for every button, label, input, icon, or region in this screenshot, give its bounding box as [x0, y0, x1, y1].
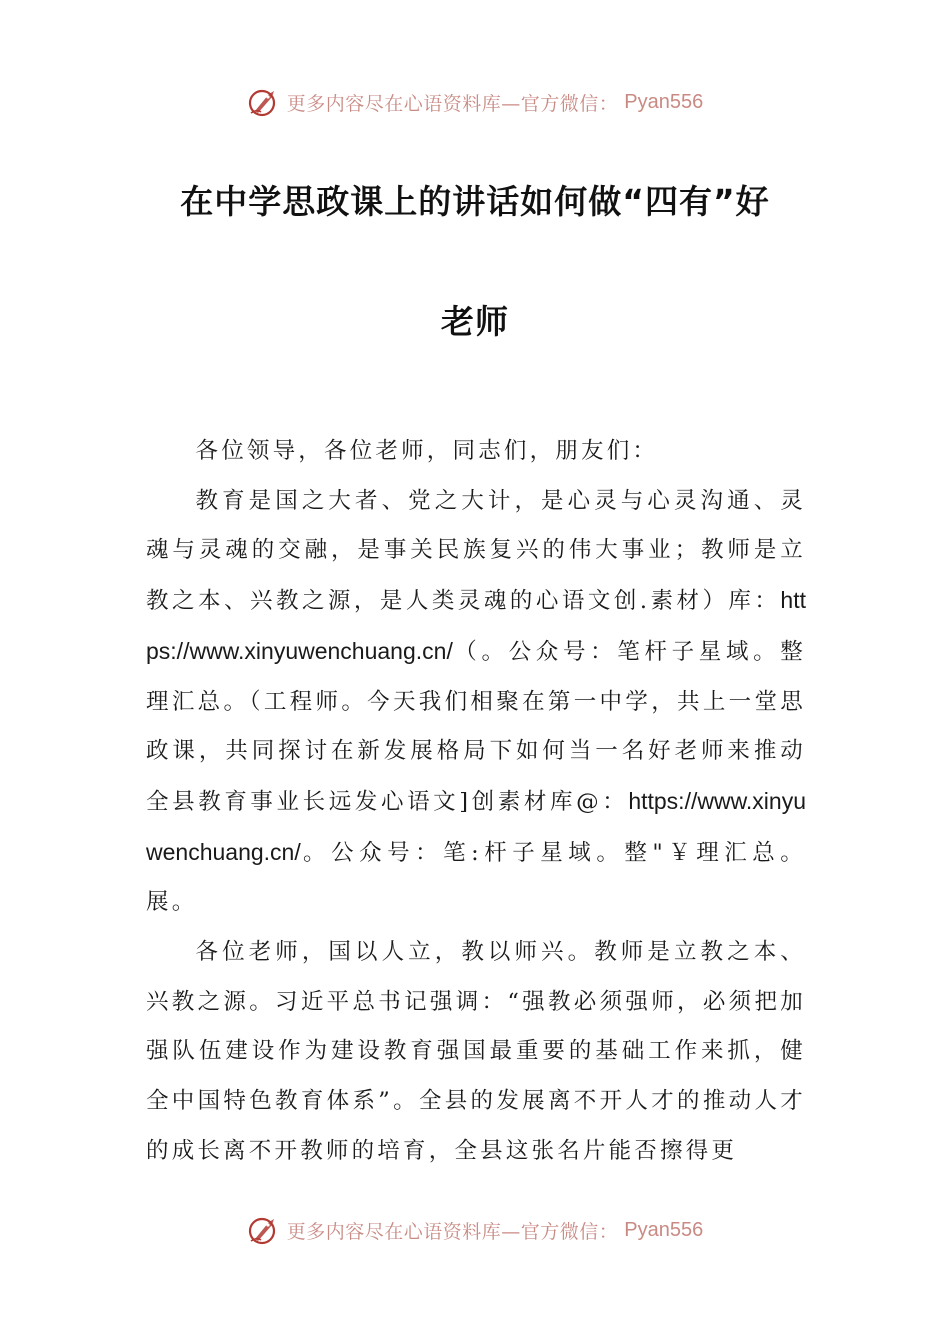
- paragraph-intro: [146, 477, 806, 928]
- header-banner: [0, 82, 950, 122]
- footer-banner-text: 更多内容尽在心语资料库—官方微信：: [286, 1220, 619, 1243]
- source-url-link-2[interactable]: https://www.xinyuwenchuang.cn/: [146, 787, 806, 865]
- paragraph-greeting: 各位领导，各位老师，同志们，朋友们：: [195, 438, 659, 464]
- page-title-line2: 老师: [441, 302, 509, 341]
- pen-logo-icon: [247, 1213, 281, 1247]
- footer-banner-wechat-id: Pyan556: [624, 1218, 704, 1241]
- header-banner-wechat-id: Pyan556: [624, 90, 704, 113]
- header-banner-text: 更多内容尽在心语资料库—官方微信：: [286, 92, 619, 115]
- document-body: [146, 427, 806, 1177]
- paragraph-intro-pre: 教育是国之大者、党之大计，是心灵与心灵沟通、灵魂与灵魂的交融，是事关民族复兴的伟大事业；教师是立教之本、兴教之源，是人类灵魂的心语文创.素材）库：: [146, 487, 806, 615]
- page-title-line1: 在中学思政课上的讲话如何做“四有”好: [180, 182, 770, 221]
- paragraph-intro-mid: （。公众号：笔杆子星域。整理汇总。（工程师。今天我们相聚在第一中学，共上一堂思政课，共同探讨在新发展格局下如何当一名好老师来推动全县教育事业长远发心语文]创素材库@：: [146, 638, 806, 815]
- footer-banner: [0, 1210, 950, 1250]
- pen-logo-icon: [247, 85, 281, 119]
- paragraph-intro-post: 。公众号：笔:杆子星域。整"￥理汇总。展。: [146, 839, 806, 916]
- source-url-link[interactable]: https://www.xinyuwenchuang.cn/: [146, 587, 806, 664]
- paragraph-teachers: 各位老师，国以人立，教以师兴。教师是立教之本、兴教之源。习近平总书记强调：“强教必须强师，必须把加强队伍建设作为建设教育强国最重要的基础工作来抓，健全中国特色教育体系”。全县的发展离不开人才的推动人才的成长离不开教师的培育，全县这张名片能否擦得更: [146, 939, 806, 1164]
